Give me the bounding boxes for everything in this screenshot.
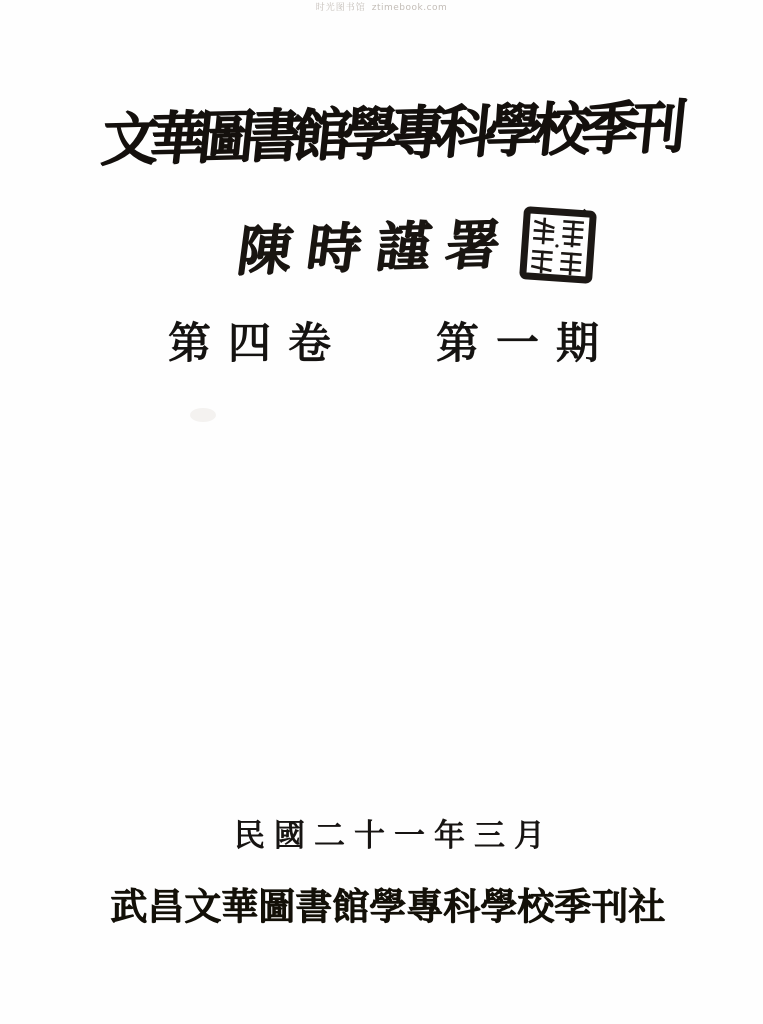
watermark xyxy=(0,3,763,14)
scan-smudge xyxy=(190,408,216,422)
signature-row xyxy=(233,204,596,288)
volume-label: 第四卷 xyxy=(168,321,348,368)
issue-label: 第一期 xyxy=(436,321,616,368)
volume-issue-row xyxy=(168,310,616,371)
ink-seal-stamp-icon xyxy=(517,203,598,286)
watermark-site-url: ztimebook.com xyxy=(371,3,448,13)
publication-date: 民國二十一年三月 xyxy=(234,818,554,853)
watermark-site-name: 时光图书馆 xyxy=(315,3,366,13)
publisher-name: 武昌文華圖書館學專科學校季刊社 xyxy=(110,887,665,928)
signature-text: 陳時謹署 xyxy=(233,214,519,282)
journal-title-calligraphy: 文華圖書館學專科學校季刊 xyxy=(98,96,681,173)
